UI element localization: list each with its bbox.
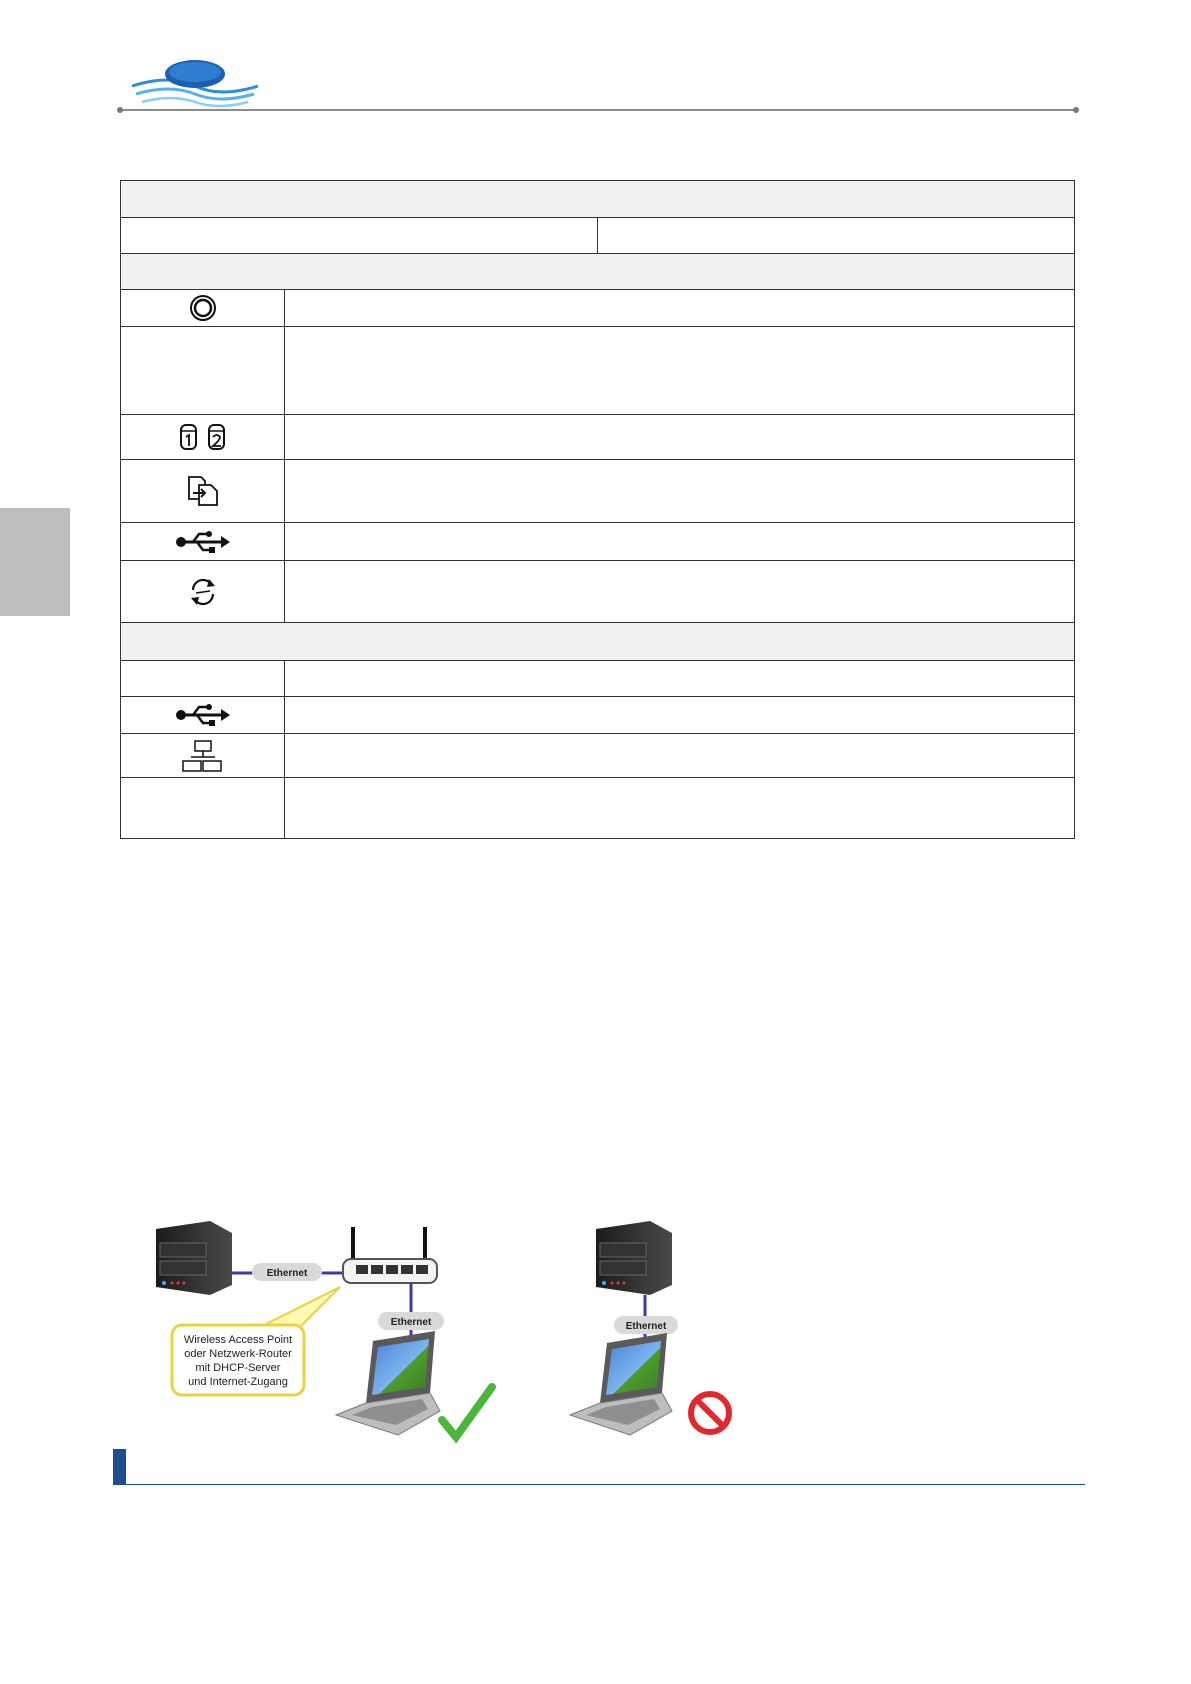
table-row: [121, 218, 1075, 254]
prohibit-icon: [691, 1394, 729, 1432]
table-row: [121, 561, 1075, 623]
nas-server-left: [156, 1221, 232, 1295]
table-header-cell: [121, 181, 1075, 218]
section-header-cell: [121, 254, 1075, 290]
table-cell: [121, 218, 598, 254]
table-header-row: [121, 181, 1075, 218]
section-header-row: [121, 623, 1075, 661]
section-header-cell: [121, 623, 1075, 661]
laptop-left: [336, 1331, 440, 1435]
ethernet-label: Ethernet: [625, 1321, 667, 1332]
icon-cell: [121, 290, 285, 327]
icon-cell: [121, 661, 285, 697]
icon-cell: [121, 561, 285, 623]
side-tab: [0, 508, 70, 616]
hdd-1-icon: [177, 422, 229, 452]
router-callout: [172, 1287, 340, 1395]
table-row: [121, 460, 1075, 523]
usb-icon: [175, 703, 231, 727]
description-cell: [285, 460, 1075, 523]
section-header-row: [121, 254, 1075, 290]
table-row: [121, 734, 1075, 778]
section-heading-rule: [113, 1484, 1085, 1485]
icon-cell: [121, 415, 285, 460]
table-row: [121, 290, 1075, 327]
callout-line: Wireless Access Point: [183, 1334, 293, 1346]
sync-icon: [187, 576, 219, 608]
description-cell: [285, 415, 1075, 460]
spec-table: [120, 180, 1075, 839]
nas-server-right: [596, 1221, 672, 1295]
callout-line: mit DHCP-Server: [195, 1362, 281, 1374]
icon-cell: [121, 778, 285, 839]
callout-line: oder Netzwerk-Router: [184, 1348, 292, 1360]
usb-icon: [175, 530, 231, 554]
icon-cell: [121, 523, 285, 561]
header-rule: [116, 100, 1080, 106]
power-button-icon: [189, 294, 217, 322]
icon-cell: [121, 327, 285, 415]
wireless-router: [343, 1227, 437, 1283]
description-cell: [285, 778, 1075, 839]
table-row: [121, 697, 1075, 734]
description-cell: [285, 734, 1075, 778]
icon-cell: [121, 460, 285, 523]
hdd-2-icon: [209, 425, 224, 449]
description-cell: [285, 327, 1075, 415]
ethernet-label: Ethernet: [390, 1317, 432, 1328]
table-cell: [598, 218, 1075, 254]
description-cell: [285, 523, 1075, 561]
description-cell: [285, 561, 1075, 623]
description-cell: [285, 661, 1075, 697]
description-cell: [285, 697, 1075, 734]
table-row: [121, 778, 1075, 839]
table-row: [121, 415, 1075, 460]
laptop-right: [570, 1333, 672, 1435]
callout-line: und Internet-Zugang: [188, 1376, 288, 1388]
ethernet-label: Ethernet: [266, 1268, 308, 1279]
table-row: [121, 327, 1075, 415]
table-row: [121, 523, 1075, 561]
icon-cell: [121, 734, 285, 778]
network-diagram: [140, 1215, 820, 1455]
copy-icon: [185, 475, 221, 507]
section-heading-bar: [113, 1449, 126, 1485]
icon-cell: [121, 697, 285, 734]
check-icon: [442, 1387, 492, 1437]
table-row: [121, 661, 1075, 697]
network-icon: [181, 739, 225, 773]
description-cell: [285, 290, 1075, 327]
